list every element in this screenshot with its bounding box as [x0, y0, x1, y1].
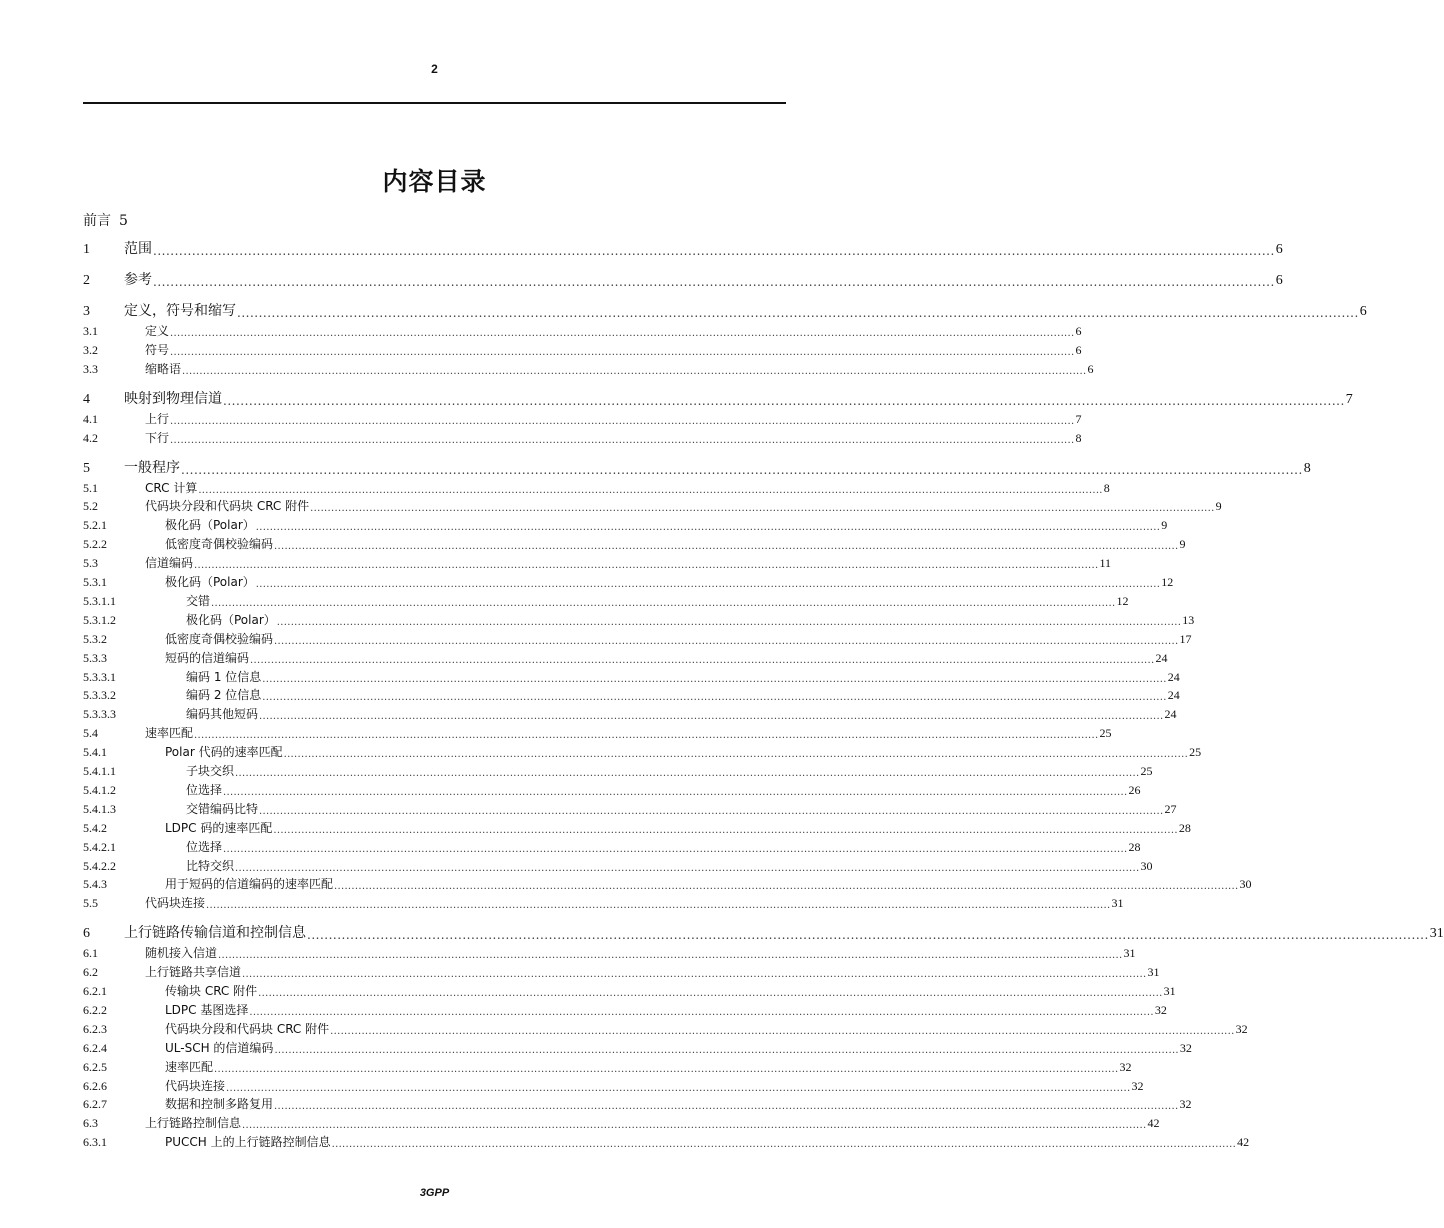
dot-leader: .................................................................................................................................................................................................................................................................... — [334, 881, 1239, 893]
toc-entry-number: 5.3.3.3 — [83, 707, 116, 722]
toc-entry[interactable] — [83, 630, 1192, 647]
dot-leader: .................................................................................................................................................................................................................................................................... — [310, 503, 1215, 515]
dot-leader: .................................................................................................................................................................................................................................................................... — [262, 692, 1167, 704]
toc-entry[interactable] — [83, 573, 1174, 590]
dot-leader: .................................................................................................................................................................................................................................................................... — [194, 730, 1099, 742]
dot-leader: .................................................................................................................................................................................................................................................................... — [182, 365, 1087, 377]
toc-entry-page: 32 — [1179, 1097, 1192, 1112]
toc-entry-title: 定义，符号和缩写 — [124, 303, 236, 319]
toc-entry[interactable] — [83, 457, 1311, 477]
toc-entry[interactable] — [83, 269, 1283, 289]
footer-3gpp: 3GPP — [419, 1187, 450, 1199]
toc-entry[interactable] — [83, 800, 1177, 817]
toc-entry[interactable] — [83, 611, 1195, 628]
toc-entry-page: 6 — [1087, 361, 1094, 376]
dot-leader: .................................................................................................................................................................................................................................................................... — [235, 862, 1140, 874]
toc-entry-title: PUCCH 上的上行链路控制信息 — [165, 1135, 331, 1150]
toc-entry-title: 上行链路传输信道和控制信息 — [124, 925, 306, 942]
toc-entry[interactable] — [83, 743, 1202, 761]
dot-leader: .................................................................................................................................................................................................................................................................... — [170, 434, 1075, 446]
toc-entry-title: 交错 — [186, 593, 211, 608]
toc-entry-title: 数据和控制多路复用 — [165, 1097, 274, 1112]
toc-entry[interactable] — [83, 724, 1112, 742]
toc-entry-page: 17 — [1179, 631, 1192, 646]
dot-leader: .................................................................................................................................................................................................................................................................... — [170, 346, 1075, 358]
toc-entry-number: 1 — [83, 242, 90, 257]
preface-label: 前言 — [83, 213, 111, 229]
dot-leader: .................................................................................................................................................................................................................................................................... — [262, 673, 1167, 685]
toc-entry-page: 6 — [1075, 324, 1082, 338]
dot-leader: .................................................................................................................................................................................................................................................................... — [274, 541, 1179, 553]
toc-entry[interactable] — [83, 516, 1168, 534]
toc-entry-title: 代码块分段和代码块 CRC 附件 — [145, 499, 310, 514]
toc-entry-number: 5.3.3 — [83, 650, 107, 665]
toc-entry-title: 参考 — [124, 272, 152, 288]
toc-entry-title: 定义 — [145, 324, 170, 338]
toc-entry-title: 子块交织 — [186, 764, 235, 778]
toc-entry-title: 上行链路共享信道 — [145, 965, 242, 980]
toc-entry-title: 编码其他短码 — [186, 707, 259, 722]
toc-entry[interactable] — [83, 554, 1112, 572]
toc-entry-number: 6 — [83, 926, 90, 942]
toc-entry-page: 32 — [1154, 1002, 1167, 1017]
toc-entry[interactable] — [83, 497, 1222, 515]
toc-entry-number: 4.1 — [83, 411, 98, 426]
toc-entry-number: 6.1 — [83, 946, 98, 961]
dot-leader: .................................................................................................................................................................................................................................................................... — [237, 306, 1359, 320]
toc-entry-page: 6 — [1275, 273, 1283, 288]
toc-entry[interactable] — [83, 1001, 1167, 1018]
toc-entry-number: 5.2.2 — [83, 537, 107, 552]
dot-leader: .................................................................................................................................................................................................................................................................... — [242, 969, 1147, 981]
toc-entry-number: 3.1 — [83, 324, 98, 338]
toc-entry[interactable] — [83, 963, 1160, 981]
toc-entry-number: 5.4.3 — [83, 877, 107, 892]
toc-entry[interactable] — [83, 1020, 1248, 1037]
toc-entry-page: 32 — [1235, 1021, 1248, 1036]
toc-entry-title: 映射到物理信道 — [124, 390, 222, 407]
dot-leader: .................................................................................................................................................................................................................................................................... — [170, 415, 1075, 427]
toc-entry-number: 5.3.2 — [83, 631, 107, 646]
toc-entry[interactable] — [83, 894, 1124, 912]
toc-entry-page: 13 — [1182, 612, 1195, 627]
dot-leader: .................................................................................................................................................................................................................................................................... — [258, 988, 1163, 999]
dot-leader: .................................................................................................................................................................................................................................................................... — [198, 484, 1103, 496]
toc-entry-title: 位选择 — [186, 782, 223, 797]
toc-entry[interactable] — [83, 668, 1180, 685]
toc-entry-number: 3.2 — [83, 342, 98, 357]
toc-entry-number: 5.5 — [83, 896, 98, 911]
toc-entry-page: 6 — [1359, 304, 1367, 319]
toc-entry[interactable] — [83, 592, 1129, 609]
toc-entry[interactable] — [83, 857, 1153, 874]
dot-leader: .................................................................................................................................................................................................................................................................... — [235, 768, 1140, 779]
toc-entry-number: 2 — [83, 273, 90, 288]
toc-entry-page: 7 — [1345, 391, 1353, 407]
toc-entry-page: 31 — [1147, 965, 1160, 980]
page-number: 2 — [431, 62, 438, 76]
dot-leader: .................................................................................................................................................................................................................................................................... — [206, 900, 1111, 912]
toc-entry-title: 编码 1 位信息 — [186, 669, 262, 684]
toc-entry[interactable] — [83, 1077, 1144, 1094]
dot-leader: .................................................................................................................................................................................................................................................................... — [276, 616, 1182, 628]
dot-leader: .................................................................................................................................................................................................................................................................... — [218, 950, 1123, 962]
toc-entry-title: 下行 — [145, 430, 170, 445]
dot-leader: .................................................................................................................................................................................................................................................................... — [273, 824, 1178, 836]
toc-entry[interactable] — [83, 388, 1353, 408]
toc-entry-page: 31 — [1111, 896, 1124, 911]
toc-entry[interactable] — [83, 705, 1177, 723]
dot-leader: .................................................................................................................................................................................................................................................................... — [250, 654, 1155, 666]
dot-leader: .................................................................................................................................................................................................................................................................... — [223, 393, 1345, 408]
dot-leader: .................................................................................................................................................................................................................................................................... — [249, 1006, 1154, 1018]
toc-entry[interactable] — [83, 1095, 1192, 1113]
toc-entry-title: 低密度奇偶校验编码 — [165, 537, 274, 552]
toc-entry-page: 28 — [1128, 839, 1141, 854]
toc-entry-title: 范围 — [124, 241, 152, 257]
toc-entry-page: 32 — [1119, 1059, 1132, 1074]
toc-entry-title: 速率匹配 — [165, 1059, 214, 1074]
toc-entry-number: 5.3.1 — [83, 575, 107, 589]
toc-entry-page: 28 — [1178, 820, 1191, 835]
toc-entry[interactable] — [83, 922, 1444, 943]
toc-entry-title: 上行链路控制信息 — [145, 1116, 242, 1131]
dot-leader: .................................................................................................................................................................................................................................................................... — [242, 1120, 1147, 1132]
dot-leader: .................................................................................................................................................................................................................................................................... — [170, 328, 1075, 339]
toc-entry-number: 6.2.3 — [83, 1021, 107, 1036]
toc-entry-page: 12 — [1116, 593, 1129, 608]
toc-entry-number: 5.4.2.2 — [83, 858, 116, 873]
toc-entry-title: 缩略语 — [145, 361, 182, 376]
dot-leader: .................................................................................................................................................................................................................................................................... — [194, 560, 1099, 572]
toc-entry[interactable] — [83, 429, 1082, 446]
dot-leader: .................................................................................................................................................................................................................................................................... — [259, 805, 1164, 817]
toc-entry-number: 5.4.2.1 — [83, 839, 116, 854]
toc-entry[interactable] — [83, 1133, 1250, 1151]
toc-entry-page: 31 — [1123, 946, 1136, 961]
toc-entry-title: 速率匹配 — [145, 726, 194, 741]
dot-leader: .................................................................................................................................................................................................................................................................... — [223, 843, 1128, 855]
dot-leader: .................................................................................................................................................................................................................................................................... — [274, 635, 1179, 647]
toc-entry[interactable] — [83, 649, 1168, 666]
toc-entry-page: 25 — [1140, 764, 1153, 778]
toc-entry[interactable] — [83, 819, 1191, 836]
toc-entry-number: 5.4.2 — [83, 820, 107, 835]
toc-entry-page: 25 — [1099, 726, 1112, 741]
toc-entry-number: 5.3 — [83, 556, 98, 571]
toc-entry[interactable] — [83, 875, 1252, 893]
toc-entry-number: 6.2.2 — [83, 1002, 107, 1017]
toc-entry-page: 8 — [1303, 460, 1311, 476]
dot-leader: .................................................................................................................................................................................................................................................................... — [331, 1139, 1237, 1151]
toc-entry-number: 6.2.4 — [83, 1040, 107, 1055]
toc-entry-number: 6.2.6 — [83, 1078, 107, 1093]
toc-entry-page: 8 — [1103, 480, 1110, 495]
toc-entry-number: 5.1 — [83, 480, 98, 495]
toc-entry[interactable] — [83, 341, 1082, 358]
toc-entry-title: 随机接入信道 — [145, 946, 218, 961]
dot-leader: .................................................................................................................................................................................................................................................................... — [274, 1101, 1179, 1113]
toc-entry-number: 5.4.1 — [83, 745, 107, 760]
toc-entry-number: 5.2 — [83, 499, 98, 514]
dot-leader: .................................................................................................................................................................................................................................................................... — [153, 275, 1275, 289]
toc-entry-number: 6.2 — [83, 965, 98, 980]
dot-leader: .................................................................................................................................................................................................................................................................... — [274, 1044, 1179, 1056]
toc-entry-page: 11 — [1099, 556, 1112, 571]
toc-entry-title: LDPC 基图选择 — [165, 1002, 249, 1017]
toc-entry-title: 代码块连接 — [165, 1078, 226, 1093]
toc-entry-page: 8 — [1075, 430, 1082, 445]
preface-entry[interactable] — [83, 210, 128, 230]
toc-entry-page: 6 — [1075, 342, 1082, 357]
toc-entry-title: 代码块分段和代码块 CRC 附件 — [165, 1021, 330, 1036]
toc-entry-title: 信道编码 — [145, 556, 194, 571]
toc-entry[interactable] — [83, 781, 1141, 798]
toc-entry-title: 比特交织 — [186, 858, 235, 873]
toc-entry[interactable] — [83, 360, 1094, 377]
toc-entry-number: 5.4.1.2 — [83, 782, 116, 797]
dot-leader: .................................................................................................................................................................................................................................................................... — [255, 522, 1161, 534]
toc-entry-number: 5.3.1.1 — [83, 593, 116, 608]
toc-entry-title: 编码 2 位信息 — [186, 688, 262, 703]
toc-entry-number: 6.3 — [83, 1116, 98, 1131]
dot-leader: .................................................................................................................................................................................................................................................................... — [226, 1082, 1131, 1094]
toc-entry-title: 极化码（Polar） — [165, 518, 255, 533]
dot-leader: .................................................................................................................................................................................................................................................................... — [283, 749, 1189, 761]
dot-leader: .................................................................................................................................................................................................................................................................... — [307, 928, 1429, 943]
dot-leader: .................................................................................................................................................................................................................................................................... — [255, 579, 1161, 590]
toc-title: 内容目录 — [382, 167, 487, 196]
toc-entry-page: 30 — [1239, 877, 1252, 892]
toc-entry-number: 6.2.7 — [83, 1097, 107, 1112]
toc-entry-page: 24 — [1155, 650, 1168, 665]
toc-entry-number: 6.2.5 — [83, 1059, 107, 1074]
toc-entry-number: 3.3 — [83, 361, 98, 376]
toc-entry-title: Polar 代码的速率匹配 — [165, 745, 283, 760]
toc-entry-title: UL-SCH 的信道编码 — [165, 1040, 274, 1055]
toc-entry[interactable] — [83, 300, 1367, 320]
toc-entry-number: 5.3.3.2 — [83, 688, 116, 703]
toc-entry-number: 5.4.1.3 — [83, 801, 116, 816]
dot-leader: .................................................................................................................................................................................................................................................................... — [223, 786, 1128, 798]
toc-entry-title: 短码的信道编码 — [165, 650, 250, 665]
toc-entry-page: 9 — [1161, 518, 1168, 533]
toc-entry-title: 一般程序 — [124, 459, 180, 476]
toc-entry-number: 5.4.1.1 — [83, 764, 116, 778]
toc-entry-number: 5.4 — [83, 726, 98, 741]
toc-entry-page: 6 — [1275, 242, 1283, 257]
preface-page: 5 — [119, 213, 128, 229]
toc-entry-page: 9 — [1179, 537, 1186, 552]
toc-entry-title: LDPC 码的速率匹配 — [165, 820, 273, 835]
toc-entry-title: 上行 — [145, 411, 170, 426]
toc-entry-number: 6.2.1 — [83, 984, 107, 998]
toc-entry-number: 4 — [83, 391, 90, 407]
toc-entry[interactable] — [83, 1039, 1192, 1056]
toc-entry-page: 24 — [1164, 707, 1177, 722]
toc-entry-title: 极化码（Polar） — [186, 612, 276, 627]
toc-entry-title: CRC 计算 — [145, 480, 198, 495]
dot-leader: .................................................................................................................................................................................................................................................................... — [330, 1025, 1235, 1037]
toc-entry[interactable] — [83, 982, 1176, 999]
toc-entry-title: 用于短码的信道编码的速率匹配 — [165, 877, 334, 892]
toc-entry-page: 7 — [1075, 411, 1082, 426]
toc-entry-page: 32 — [1179, 1040, 1192, 1055]
toc-entry[interactable] — [83, 1114, 1160, 1132]
toc-entry[interactable] — [83, 1058, 1132, 1075]
toc-entry-page: 24 — [1167, 688, 1180, 703]
toc-entry-title: 交错编码比特 — [186, 801, 259, 816]
dot-leader: .................................................................................................................................................................................................................................................................... — [211, 597, 1116, 609]
toc-entry-number: 4.2 — [83, 430, 98, 445]
toc-entry-number: 5.3.1.2 — [83, 612, 116, 627]
toc-entry[interactable] — [83, 686, 1180, 704]
header-rule — [83, 102, 786, 104]
toc-entry-number: 5.3.3.1 — [83, 669, 116, 684]
toc-entry-page: 30 — [1140, 858, 1153, 873]
toc-entry[interactable] — [83, 238, 1283, 258]
toc-entry-title: 位选择 — [186, 839, 223, 854]
toc-entry-number: 5 — [83, 460, 90, 476]
toc-entry-page: 25 — [1189, 745, 1202, 760]
toc-entry-number: 3 — [83, 304, 90, 319]
toc-entry[interactable] — [83, 535, 1186, 553]
toc-entry-page: 42 — [1147, 1116, 1160, 1131]
dot-leader: .................................................................................................................................................................................................................................................................... — [153, 244, 1275, 258]
toc-entry-page: 26 — [1128, 782, 1141, 797]
toc-entry[interactable] — [83, 479, 1110, 496]
toc-entry-title: 传输块 CRC 附件 — [165, 984, 258, 998]
toc-entry-title: 符号 — [145, 342, 170, 357]
toc-entry[interactable] — [83, 838, 1141, 855]
toc-entry-page: 32 — [1131, 1078, 1144, 1093]
toc-entry-page: 9 — [1215, 499, 1222, 514]
toc-entry-title: 极化码（Polar） — [165, 575, 255, 589]
toc-entry-number: 5.2.1 — [83, 518, 107, 533]
dot-leader: .................................................................................................................................................................................................................................................................... — [259, 711, 1164, 723]
toc-entry-number: 6.3.1 — [83, 1135, 107, 1150]
toc-entry-page: 31 — [1429, 926, 1444, 942]
toc-entry-page: 27 — [1164, 801, 1177, 816]
toc-entry[interactable] — [83, 410, 1082, 427]
toc-entry-title: 代码块连接 — [145, 896, 206, 911]
dot-leader: .................................................................................................................................................................................................................................................................... — [214, 1063, 1119, 1075]
toc-entry[interactable] — [83, 944, 1136, 962]
toc-entry-page: 31 — [1163, 984, 1176, 998]
toc-entry-page: 42 — [1237, 1135, 1250, 1150]
toc-entry-title: 低密度奇偶校验编码 — [165, 631, 274, 646]
toc-entry-page: 12 — [1161, 575, 1174, 589]
toc-entry[interactable] — [83, 762, 1153, 779]
toc-entry-page: 24 — [1167, 669, 1180, 684]
dot-leader: .................................................................................................................................................................................................................................................................... — [181, 462, 1303, 477]
toc-entry[interactable] — [83, 322, 1082, 339]
